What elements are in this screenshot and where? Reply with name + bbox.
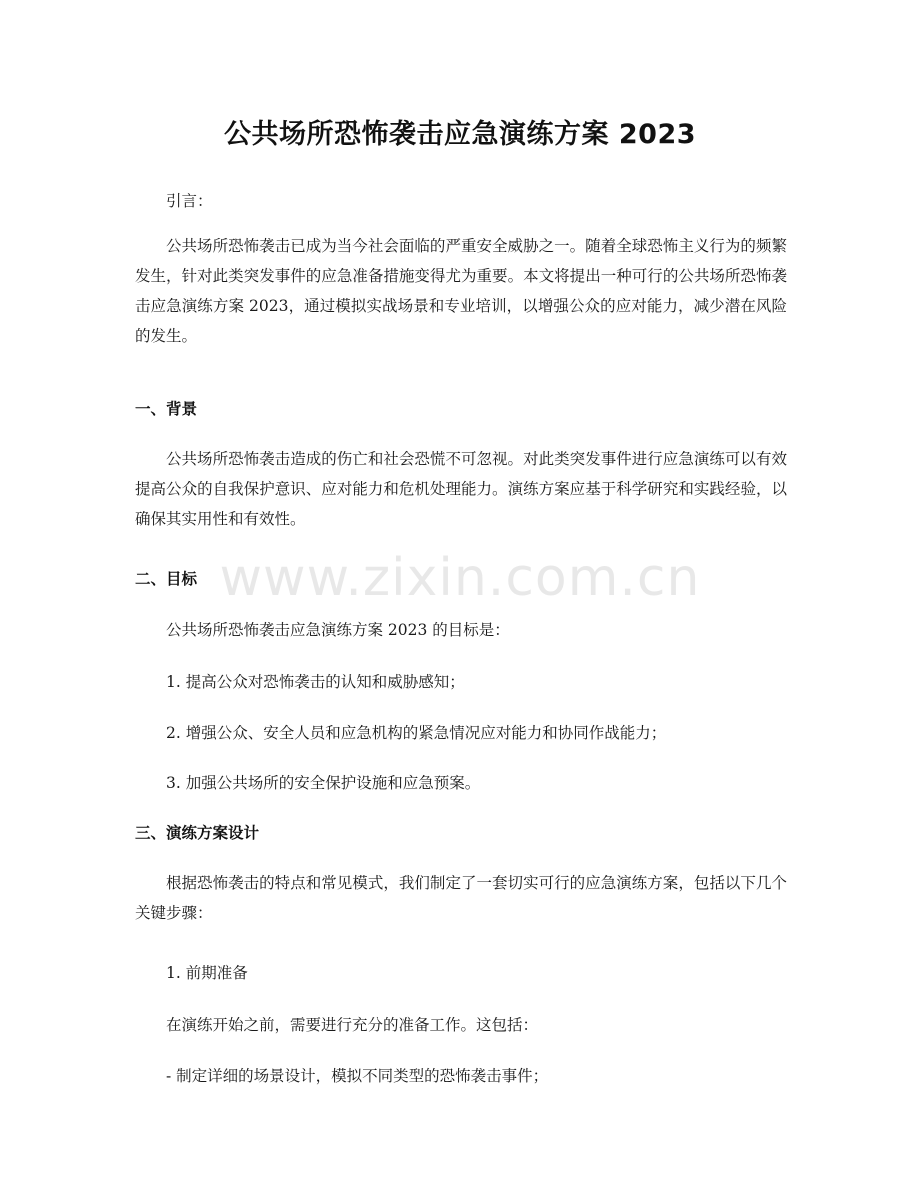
design-sub-heading: 1. 前期准备 xyxy=(166,964,248,982)
design-sub-item: - 制定详细的场景设计，模拟不同类型的恐怖袭击事件； xyxy=(166,1067,549,1085)
goals-lead: 公共场所恐怖袭击应急演练方案 2023 的目标是： xyxy=(166,621,510,639)
watermark: www.zixin.com.cn xyxy=(219,548,701,608)
intro-paragraph: 公共场所恐怖袭击已成为当今社会面临的严重安全威胁之一。随着全球恐怖主义行为的频繁发生，针对此类突发事件的应急准备措施变得尤为重要。本文将提出一种可行的公共场所恐怖袭击应急演练方案 2023，通过模拟实战场景和专业培训，以增强公众的应对能力，减少潜在风险的发生。 xyxy=(135,237,787,345)
intro-paragraph-block xyxy=(135,231,787,351)
intro-label-block xyxy=(135,186,787,216)
section-heading-design: 三、演练方案设计 xyxy=(135,824,260,842)
design-sub-heading-block xyxy=(135,958,787,988)
goals-lead-block xyxy=(135,615,787,645)
goals-item-1-block xyxy=(135,667,787,697)
intro-label: 引言： xyxy=(166,192,213,210)
goals-item-3-block xyxy=(135,768,787,798)
design-sub-item-block xyxy=(135,1061,787,1091)
goals-item: 1. 提高公众对恐怖袭击的认知和威胁感知； xyxy=(166,673,465,691)
document-title: 公共场所恐怖袭击应急演练方案 2023 xyxy=(223,119,697,150)
section-heading-goals: 二、目标 xyxy=(135,570,198,588)
section-background-block xyxy=(135,444,787,534)
design-paragraph-block xyxy=(135,868,787,928)
section-background-paragraph: 公共场所恐怖袭击造成的伤亡和社会恐慌不可忽视。对此类突发事件进行应急演练可以有效提高公众的自我保护意识、应对能力和危机处理能力。演练方案应基于科学研究和实践经验，以确保其实用性和有效性。 xyxy=(135,450,787,528)
section-heading-background: 一、背景 xyxy=(135,400,198,418)
goals-item-2-block xyxy=(135,718,787,748)
design-sub-paragraph-block xyxy=(135,1010,787,1040)
design-paragraph: 根据恐怖袭击的特点和常见模式，我们制定了一套切实可行的应急演练方案，包括以下几个关键步骤： xyxy=(135,874,787,922)
goals-item: 2. 增强公众、安全人员和应急机构的紧急情况应对能力和协同作战能力； xyxy=(166,724,667,742)
design-sub-paragraph: 在演练开始之前，需要进行充分的准备工作。这包括： xyxy=(166,1016,539,1034)
goals-item: 3. 加强公共场所的安全保护设施和应急预案。 xyxy=(166,774,481,792)
